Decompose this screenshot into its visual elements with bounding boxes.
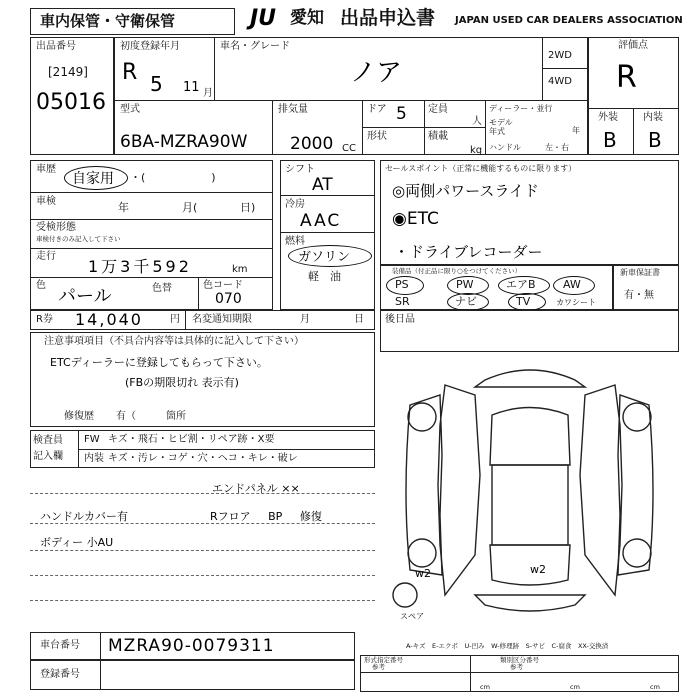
fuel-value: ガソリン [298,250,351,265]
shift-label: シフト [285,164,315,175]
shaken-label: 車検 [36,196,56,207]
grade-label: 評価点 [618,40,648,51]
damage-mark-2: w2 [530,563,546,576]
color-code-label: 色コード [203,280,243,291]
inspector-label-2: 記入欄 [33,451,63,462]
displacement-value: 2000 [290,134,334,154]
shift-value: AT [312,175,333,195]
aircon-value: AAC [300,211,342,231]
class-label: 類別区分番号 [500,656,539,664]
damage-legend: A-キズ E-エクボ U-凹み W-修理跡 S-サビ C-腐食 XX-交換済 [406,642,609,650]
type-spec-label: 形式指定番号 [364,656,403,664]
equip-airbag: エアB [506,278,536,291]
history-label: 車歴 [36,164,56,175]
load-unit: kg [470,145,483,156]
recycle-unit: 円 [170,314,180,325]
notes-line-1: ETCディーラーに登録してもらって下さい。 [50,356,268,369]
interior-label: 内装 [643,112,663,123]
equip-pw: PW [456,278,474,291]
model-label: 型式 [120,104,140,115]
registration-era: R [122,60,138,85]
color-value: パール [58,286,112,307]
sales-point-label: セールスポイント（正常に機能するものに限ります） [385,164,577,173]
name-change-label: 名変通知期限 [192,314,252,325]
drive-4wd: 4WD [548,76,572,87]
aircon-label: 冷房 [285,199,305,210]
history-value: 自家用 [72,171,114,187]
inspector-row2: キズ・汚レ・コゲ・穴・ヘコ・キレ・破レ [108,453,298,464]
shaken-year: 年 [118,201,129,214]
shaken-month: 月( [182,201,198,214]
inspection-label: 受検形態 [36,222,76,233]
capacity-label: 定員 [428,104,448,115]
fuel-alt: 軽 油 [308,270,341,283]
interior-grade: B [648,128,662,152]
fuel-label: 燃料 [285,236,305,247]
equip-ps: PS [395,278,409,291]
equip-navi: ナビ [455,295,477,308]
recycle-value: 14,040 [75,310,143,329]
repair-value: 有（ 箇所 [116,411,186,422]
inspector-row1: キズ・飛石・ヒビ割・リペア跡・X要 [108,434,275,445]
name-change-day: 日 [354,314,364,325]
ref-label-2: 参考 [510,663,523,671]
ref-label-1: 参考 [372,663,385,671]
car-name-label: 車名・グレード [220,41,290,52]
equipment-label: 装備品（付正品に限り○をつけてください） [392,267,522,275]
displacement-label: 排気量 [278,104,308,115]
warranty-value: 有・無 [624,290,654,301]
remark-3: Rフロア BP 修復 [210,510,322,523]
registration-label: 初度登録年月 [120,41,180,52]
inspector-row1-label: FW [84,434,100,445]
chassis-number: MZRA90-0079311 [108,636,275,656]
sales-point-3: ・ドライブレコーダー [394,243,543,261]
notes-line-2: (FBの期限切れ 表示有) [125,376,239,389]
equip-tv: TV [516,295,531,308]
drive-2wd: 2WD [548,50,572,61]
warranty-label: 新車保証書 [620,268,660,277]
color-code: 070 [215,291,242,307]
equip-sr: SR [395,295,410,308]
shape-label: 形状 [367,131,387,142]
car-name: ノア [350,58,403,88]
repair-label: 修復歴 [64,411,94,422]
exterior-grade: B [603,128,617,152]
history-other: ・( ) [130,171,216,184]
sales-point-2: ◉ETC [392,209,439,229]
sales-point-1: ◎両側パワースライド [392,182,539,200]
rear-items-box [380,310,679,352]
reg-no-label: 登録番号 [40,669,80,680]
equip-seat: カワシート [556,298,596,307]
org-name: 愛知 [290,8,324,28]
exterior-label: 外装 [598,112,618,123]
dealer-label: ディーラー・並行 [489,104,553,113]
cm-3: cm [650,683,660,691]
doors-label: ドア [367,104,387,115]
inspector-label-1: 検査員 [33,435,63,446]
damage-mark-1: w2 [415,567,431,580]
remark-1: エンドパネル ×× [212,482,300,495]
lot-number: 05016 [36,90,106,115]
model-code: 6BA-MZRA90W [120,132,248,152]
load-label: 積載 [428,131,448,142]
cm-1: cm [480,683,490,691]
shaken-day: 日) [240,201,256,214]
form-title: 出品申込書 [340,7,436,29]
registration-month: 11 [183,80,200,95]
registration-year: 5 [150,72,163,96]
model-year-unit: 年 [572,126,580,135]
spare-label: スペア [400,612,424,621]
lot-label: 出品番号 [36,41,76,52]
car-damage-diagram [380,355,679,625]
handle-label: ハンドル [489,143,521,152]
rear-items-label: 後日品 [385,314,415,325]
mileage-unit: km [232,264,248,275]
cm-2: cm [570,683,580,691]
equip-aw: AW [563,278,581,291]
color-change-label: 色替 [152,283,172,294]
chassis-label: 車台番号 [40,640,80,651]
displacement-unit: CC [342,143,356,154]
doors-value: 5 [396,104,407,124]
remark-2: ハンドルカバー有 [40,510,128,523]
mileage-label: 走行 [36,251,56,262]
notes-label: 注意事項項目（不具合内容等は具体的に記入して下さい） [44,336,304,347]
remark-4: ボディー 小AU [40,536,114,549]
grade-value: R [616,60,637,95]
inspector-row2-label: 内装 [84,453,104,464]
color-label: 色 [36,280,46,291]
association-name: JAPAN USED CAR DEALERS ASSOCIATION [455,15,683,26]
recycle-label: R券 [36,314,53,325]
ju-logo: JU [250,6,277,31]
capacity-unit: 人 [472,116,482,127]
lot-box-number: [2149] [48,65,88,79]
registration-month-unit: 月 [203,88,213,99]
handle-value: 左・右 [545,143,569,152]
name-change-month: 月 [300,314,310,325]
mileage-value: 1万3千592 [88,257,192,276]
inspection-note: 車検付きのみ記入して下さい [36,235,121,243]
storage-note: 車内保管・守衛保管 [40,12,176,30]
model-year-label: モデル 年式 [489,118,513,136]
